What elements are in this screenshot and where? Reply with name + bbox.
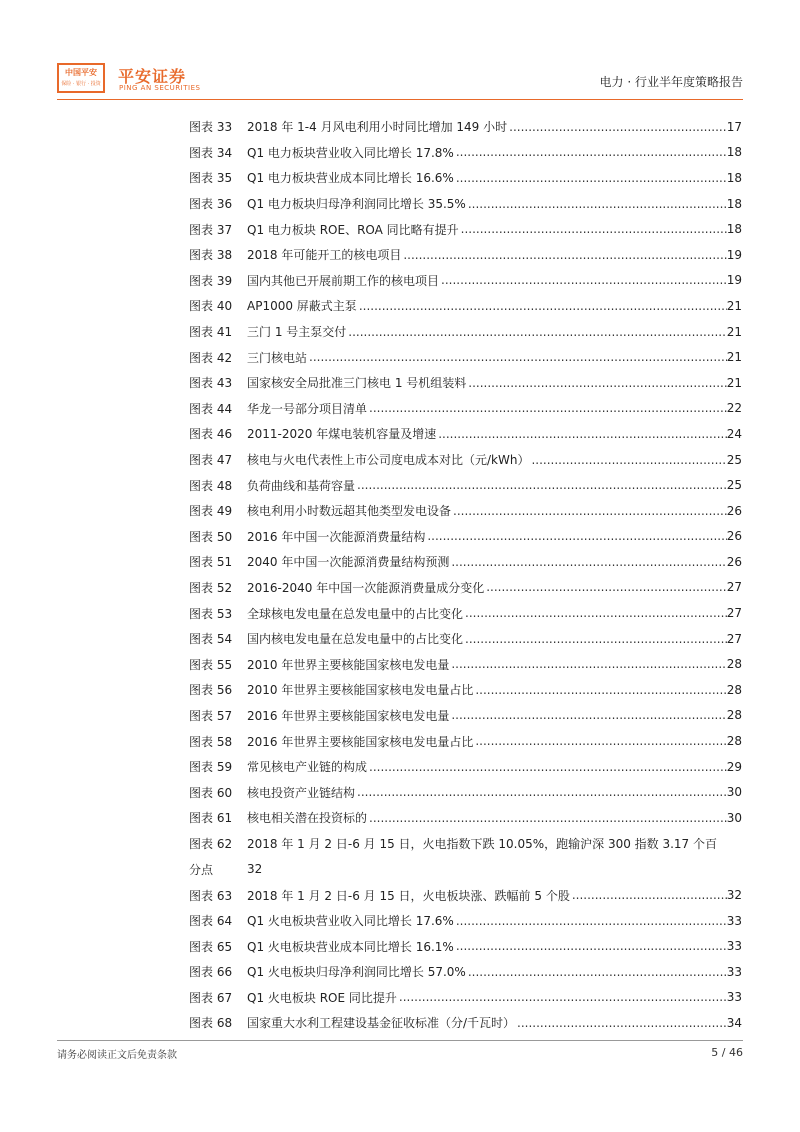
toc-dot-leader — [451, 504, 727, 518]
toc-row[interactable] — [189, 370, 742, 396]
toc-figure-number: 图表 48 — [189, 478, 233, 493]
toc-row[interactable] — [189, 447, 742, 473]
toc-entry-text: Q1 火电板块 ROE 同比提升 — [247, 990, 397, 1005]
toc-figure-number: 图表 68 — [189, 1016, 233, 1031]
toc-page-number: 26 — [726, 529, 742, 544]
report-title: 电力 · 行业半年度策略报告 — [599, 75, 743, 89]
toc-entry-text: 2011-2020 年煤电装机容量及增速 — [247, 427, 437, 442]
toc-page-number: 25 — [726, 452, 742, 467]
toc-entry-text: 华龙一号部分项目清单 — [247, 401, 368, 416]
toc-figure-number: 图表 62 — [189, 837, 233, 852]
toc-page-number: 18 — [726, 145, 742, 160]
toc-figure-number: 图表 46 — [189, 427, 233, 442]
toc-dot-leader — [454, 939, 727, 953]
toc-figure-number: 图表 67 — [189, 990, 233, 1005]
toc-row[interactable] — [189, 933, 742, 959]
toc-entry-text: 2016 年世界主要核能国家核电发电量占比 — [247, 734, 474, 749]
toc-row[interactable] — [189, 191, 742, 217]
toc-page-number: 28 — [726, 734, 742, 749]
logo-tagline: 保险 · 银行 · 投资 — [61, 81, 101, 87]
toc-figure-number: 图表 58 — [189, 734, 233, 749]
toc-figure-number: 图表 50 — [189, 529, 233, 544]
toc-entry-text: 国家核安全局批准三门核电 1 号机组装料 — [247, 376, 467, 391]
toc-dot-leader — [459, 222, 727, 236]
logo-cn-small: 中国平安 — [65, 68, 97, 77]
toc-figure-number: 图表 63 — [189, 888, 233, 903]
toc-figure-number: 图表 42 — [189, 350, 233, 365]
toc-page-number: 28 — [726, 708, 742, 723]
toc-page-number: 33 — [726, 913, 742, 928]
toc-figure-number: 图表 36 — [189, 197, 233, 212]
toc-row[interactable] — [189, 293, 742, 319]
toc-entry-text: 核电投资产业链结构 — [247, 785, 356, 800]
toc-row[interactable] — [189, 728, 742, 754]
toc-entry-text: 2018 年 1 月 2 日-6 月 15 日，火电指数下跌 10.05%，跑输沪深 300 指数 3.17 个百 — [247, 837, 718, 852]
toc-row[interactable] — [189, 242, 742, 268]
toc-dot-leader — [454, 145, 727, 159]
toc-dot-leader — [463, 632, 727, 646]
toc-entry-text: 2010 年世界主要核能国家核电发电量 — [247, 657, 450, 672]
toc-dot-leader — [463, 606, 727, 620]
toc-row[interactable] — [189, 882, 742, 908]
toc-page-number: 34 — [726, 1015, 742, 1030]
toc-entry-text: Q1 火电板块归母净利润同比增长 57.0% — [247, 965, 466, 980]
toc-row[interactable] — [189, 319, 742, 345]
toc-entry-text: 2010 年世界主要核能国家核电发电量占比 — [247, 683, 474, 698]
toc-figure-number: 图表 49 — [189, 504, 233, 519]
toc-row[interactable] — [189, 140, 742, 166]
toc-figure-number: 图表 65 — [189, 939, 233, 954]
toc-entry-text: Q1 电力板块营业成本同比增长 16.6% — [247, 171, 454, 186]
toc-dot-leader — [529, 453, 726, 467]
toc-entry-text: 2040 年中国一次能源消费量结构预测 — [247, 555, 450, 570]
toc-dot-leader — [484, 580, 726, 594]
toc-page-number: 28 — [726, 657, 742, 672]
toc-entry-text: 负荷曲线和基荷容量 — [247, 478, 356, 493]
toc-figure-number: 图表 35 — [189, 171, 233, 186]
header-divider — [57, 99, 743, 100]
toc-row[interactable] — [189, 549, 742, 575]
toc-figure-number: 图表 59 — [189, 760, 233, 775]
toc-figure-number: 图表 54 — [189, 632, 233, 647]
footer-disclaimer: 请务必阅读正文后免责条款 — [57, 1050, 177, 1061]
toc-page-number: 18 — [726, 170, 742, 185]
toc-figure-number: 图表 37 — [189, 222, 233, 237]
toc-dot-leader — [436, 427, 726, 441]
toc-dot-leader — [425, 529, 726, 543]
toc-row[interactable] — [189, 703, 742, 729]
toc-dot-leader — [454, 914, 727, 928]
toc-entry-text: 2018 年 1 月 2 日-6 月 15 日，火电板块涨、跌幅前 5 个股 — [247, 888, 570, 903]
toc-page-number: 26 — [726, 554, 742, 569]
toc-figure-number: 图表 40 — [189, 299, 233, 314]
toc-page-number: 27 — [726, 580, 742, 595]
toc-dot-leader — [515, 1016, 727, 1030]
toc-entry-text: 常见核电产业链的构成 — [247, 760, 368, 775]
toc-dot-leader — [367, 401, 727, 415]
toc-page-number: 17 — [726, 119, 742, 134]
toc-page-number: 18 — [726, 222, 742, 237]
toc-row[interactable] — [189, 779, 742, 805]
toc-dot-leader — [355, 785, 727, 799]
toc-row[interactable] — [189, 908, 742, 934]
toc-dot-leader — [449, 657, 726, 671]
toc-dot-leader — [367, 811, 727, 825]
toc-entry-text: 国内其他已开展前期工作的核电项目 — [247, 273, 440, 288]
toc-page-number: 25 — [726, 478, 742, 493]
toc-page-number: 30 — [726, 810, 742, 825]
toc-entry-text: 三门核电站 — [247, 350, 308, 365]
toc-page-number: 28 — [726, 682, 742, 697]
toc-dot-leader — [507, 120, 727, 134]
table-of-figures — [189, 114, 742, 1036]
toc-page-number: 18 — [726, 196, 742, 211]
toc-page-number: 32 — [247, 862, 263, 877]
toc-page-number: 33 — [726, 964, 742, 979]
toc-page-number: 27 — [726, 606, 742, 621]
toc-page-number: 21 — [726, 350, 742, 365]
toc-row[interactable] — [189, 396, 742, 422]
toc-row[interactable] — [189, 805, 742, 831]
toc-entry-text: 核电利用小时数远超其他类型发电设备 — [247, 504, 452, 519]
toc-page-number: 24 — [726, 426, 742, 441]
footer-page-number: 5 / 46 — [711, 1046, 743, 1059]
toc-dot-leader — [466, 965, 727, 979]
toc-page-number: 26 — [726, 503, 742, 518]
toc-page-number: 33 — [726, 939, 742, 954]
toc-page-number: 29 — [726, 759, 742, 774]
toc-row-continuation[interactable] — [189, 857, 742, 883]
toc-figure-number: 图表 53 — [189, 606, 233, 621]
toc-page-number: 22 — [726, 401, 742, 416]
logo-name: 平安证券 — [118, 67, 187, 86]
toc-entry-text: AP1000 屏蔽式主泵 — [247, 299, 357, 314]
toc-page-number: 21 — [726, 375, 742, 390]
toc-dot-leader — [449, 555, 726, 569]
toc-dot-leader — [401, 248, 726, 262]
toc-row[interactable] — [189, 959, 742, 985]
toc-row[interactable] — [189, 600, 742, 626]
toc-figure-number: 图表 55 — [189, 657, 233, 672]
pingan-logo — [57, 63, 105, 93]
toc-figure-number: 图表 60 — [189, 785, 233, 800]
toc-dot-leader — [397, 990, 727, 1004]
toc-page-number: 19 — [726, 273, 742, 288]
toc-figure-number: 图表 38 — [189, 248, 233, 263]
toc-entry-text-continued: 分点 — [189, 862, 214, 877]
toc-entry-text: Q1 火电板块营业收入同比增长 17.6% — [247, 914, 454, 929]
toc-row[interactable] — [189, 831, 742, 857]
toc-entry-text: Q1 电力板块归母净利润同比增长 35.5% — [247, 197, 466, 212]
toc-page-number: 32 — [726, 888, 742, 903]
toc-figure-number: 图表 34 — [189, 145, 233, 160]
toc-figure-number: 图表 33 — [189, 120, 233, 135]
toc-entry-text: 全球核电发电量在总发电量中的占比变化 — [247, 606, 464, 621]
toc-row[interactable] — [189, 626, 742, 652]
toc-row[interactable] — [189, 268, 742, 294]
toc-dot-leader — [367, 760, 727, 774]
toc-dot-leader — [466, 197, 727, 211]
toc-figure-number: 图表 51 — [189, 555, 233, 570]
toc-row[interactable] — [189, 344, 742, 370]
toc-entry-text: Q1 电力板块营业收入同比增长 17.8% — [247, 145, 454, 160]
toc-dot-leader — [355, 478, 727, 492]
toc-dot-leader — [449, 708, 726, 722]
logo-en: PING AN SECURITIES — [119, 84, 201, 92]
toc-row[interactable] — [189, 165, 742, 191]
toc-row[interactable] — [189, 524, 742, 550]
toc-entry-text: 国内核电发电量在总发电量中的占比变化 — [247, 632, 464, 647]
toc-page-number: 21 — [726, 298, 742, 313]
toc-entry-text: 三门 1 号主泵交付 — [247, 325, 347, 340]
toc-row[interactable] — [189, 575, 742, 601]
toc-row[interactable] — [189, 421, 742, 447]
toc-dot-leader — [439, 273, 727, 287]
toc-page-number: 33 — [726, 990, 742, 1005]
toc-dot-leader — [346, 325, 726, 339]
toc-figure-number: 图表 39 — [189, 273, 233, 288]
toc-entry-text: Q1 电力板块 ROE、ROA 同比略有提升 — [247, 222, 459, 237]
toc-entry-text: Q1 火电板块营业成本同比增长 16.1% — [247, 939, 454, 954]
toc-page-number: 19 — [726, 247, 742, 262]
toc-figure-number: 图表 52 — [189, 580, 233, 595]
toc-entry-text: 核电相关潜在投资标的 — [247, 811, 368, 826]
toc-page-number: 30 — [726, 785, 742, 800]
toc-figure-number: 图表 66 — [189, 965, 233, 980]
toc-figure-number: 图表 56 — [189, 683, 233, 698]
toc-dot-leader — [357, 299, 727, 313]
toc-dot-leader — [307, 350, 727, 364]
toc-entry-text: 2016 年世界主要核能国家核电发电量 — [247, 708, 450, 723]
toc-row[interactable] — [189, 754, 742, 780]
toc-dot-leader — [473, 683, 726, 697]
toc-entry-text: 2016 年中国一次能源消费量结构 — [247, 529, 426, 544]
toc-dot-leader — [454, 171, 727, 185]
toc-entry-text: 核电与火电代表性上市公司度电成本对比（元/kWh） — [247, 453, 530, 468]
toc-row[interactable] — [189, 651, 742, 677]
toc-figure-number: 图表 44 — [189, 401, 233, 416]
toc-dot-leader — [473, 734, 726, 748]
toc-entry-text: 2018 年 1-4 月风电利用小时同比增加 149 小时 — [247, 120, 508, 135]
toc-row[interactable] — [189, 677, 742, 703]
toc-entry-text: 国家重大水利工程建设基金征收标准（分/千瓦时） — [247, 1016, 516, 1031]
footer-divider — [57, 1040, 743, 1041]
toc-row[interactable] — [189, 472, 742, 498]
toc-figure-number: 图表 43 — [189, 376, 233, 391]
toc-figure-number: 图表 41 — [189, 325, 233, 340]
toc-entry-text: 2018 年可能开工的核电项目 — [247, 248, 402, 263]
toc-page-number: 21 — [726, 324, 742, 339]
toc-row[interactable] — [189, 498, 742, 524]
toc-figure-number: 图表 47 — [189, 453, 233, 468]
toc-figure-number: 图表 64 — [189, 914, 233, 929]
toc-dot-leader — [466, 376, 726, 390]
toc-row[interactable] — [189, 216, 742, 242]
toc-dot-leader — [570, 888, 727, 902]
toc-figure-number: 图表 61 — [189, 811, 233, 826]
toc-entry-text: 2016-2040 年中国一次能源消费量成分变化 — [247, 580, 485, 595]
toc-row[interactable] — [189, 1010, 742, 1036]
page-header — [0, 0, 800, 100]
toc-figure-number: 图表 57 — [189, 708, 233, 723]
toc-page-number: 27 — [726, 631, 742, 646]
toc-row[interactable] — [189, 114, 742, 140]
toc-row[interactable] — [189, 985, 742, 1011]
